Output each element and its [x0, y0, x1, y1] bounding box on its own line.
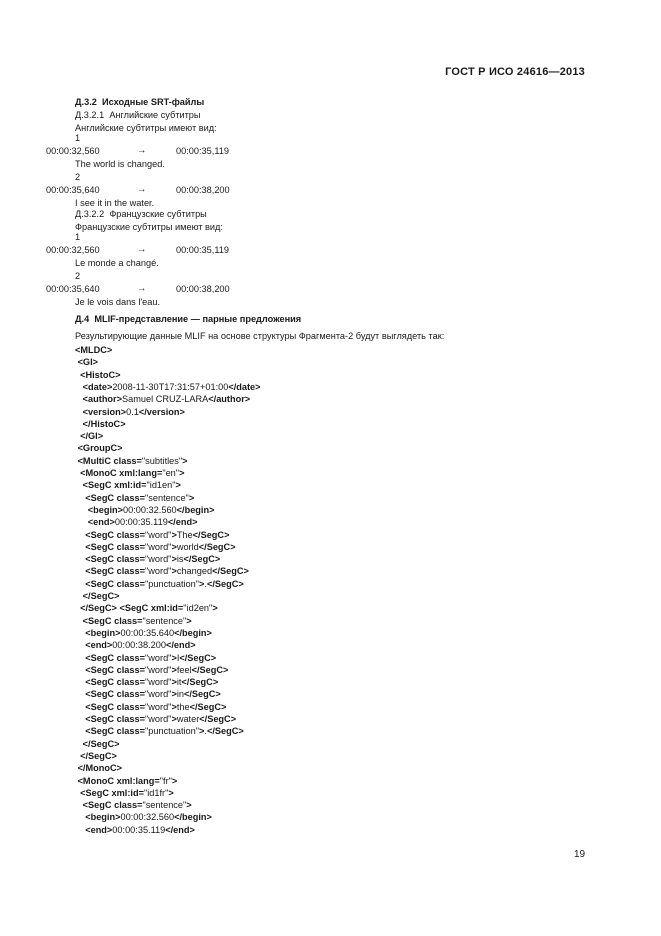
subtitle-number: 2: [75, 172, 81, 182]
subtitle-number: 1: [75, 133, 81, 143]
code-line: <SegC class="word">is</SegC>: [85, 554, 221, 565]
subtitle-end-time: 00:00:38,200: [176, 185, 230, 195]
arrow-icon: →: [137, 184, 147, 194]
code-line: <SegC class="word">world</SegC>: [85, 541, 236, 552]
code-line: <SegC class="word">water</SegC>: [85, 714, 237, 724]
arrow-icon: →: [137, 244, 147, 254]
code-line: <MultiC class="subtitles">: [77, 455, 188, 466]
code-line: <SegC class="word">changed</SegC>: [85, 566, 249, 577]
code-line: <SegC class="word">it</SegC>: [85, 677, 219, 688]
subtitle-number: 2: [75, 271, 81, 281]
subtitle-end-time: 00:00:38,200: [176, 284, 230, 294]
code-line: <MonoC xml:lang="en">: [80, 468, 185, 478]
code-line: <HistoC>: [80, 369, 121, 380]
code-line: </SegC>: [80, 750, 117, 761]
subtitle-text: Je le vois dans l'eau.: [75, 297, 161, 307]
section-d321-intro: Английские субтитры имеют вид:: [75, 123, 217, 133]
code-line: <GI>: [77, 357, 99, 368]
code-line: <SegC class="word">The</SegC>: [85, 529, 230, 540]
code-line: <SegC class="word">in</SegC>: [85, 689, 221, 700]
page-number: 19: [574, 849, 586, 860]
subtitle-end-time: 00:00:35,119: [176, 146, 229, 156]
code-line: <SegC class="sentence">: [85, 492, 195, 503]
standard-designation: ГОСТ Р ИСО 24616—2013: [445, 66, 585, 78]
code-line: <SegC class="punctuation">.</SegC>: [85, 578, 244, 589]
code-line: <end>00:00:35.119</end>: [87, 517, 198, 528]
code-line: </HistoC>: [82, 418, 126, 429]
section-d322-title: Д.3.2.2 Французские субтитры: [75, 209, 207, 219]
code-line: </MonoC>: [77, 763, 122, 774]
subtitle-start-time: 00:00:32,560: [46, 245, 100, 255]
subtitle-text: The world is changed.: [75, 159, 165, 169]
arrow-icon: →: [137, 283, 147, 293]
section-d4-title: Д.4 MLIF-представление — парные предложения: [75, 314, 302, 324]
section-d322-intro: Французские субтитры имеют вид:: [75, 222, 223, 232]
code-line: <begin>00:00:32.560</begin>: [87, 504, 215, 515]
code-line: </SegC>: [82, 738, 120, 749]
subtitle-start-time: 00:00:35,640: [46, 185, 100, 195]
code-line: <SegC xml:id="id1en">: [82, 480, 181, 491]
code-line: <SegC class="punctuation">.</SegC>: [85, 726, 244, 737]
code-line: <GroupC>: [77, 443, 123, 454]
code-line: <author>Samuel CRUZ-LARA</author>: [82, 394, 251, 405]
code-line: <SegC class="word">the</SegC>: [85, 701, 227, 712]
code-line: <SegC class="word">I</SegC>: [85, 652, 217, 663]
arrow-icon: →: [137, 145, 147, 155]
subtitle-number: 1: [75, 232, 81, 242]
code-line: </SegC> <SegC xml:id="id2en">: [80, 603, 218, 614]
code-line: <MonoC xml:lang="fr">: [77, 775, 178, 786]
code-line: <end>00:00:35.119</end>: [85, 824, 195, 835]
code-line: <date>2008-11-30T17:31:57+01:00</date>: [82, 381, 261, 392]
code-line: <begin>00:00:35.640</begin>: [85, 627, 212, 638]
code-line: <SegC class="sentence">: [82, 800, 192, 811]
section-d4-intro: Результирующие данные MLIF на основе структуры Фрагмента-2 будут выглядеть так:: [75, 331, 445, 341]
code-line: <SegC class="sentence">: [82, 615, 192, 626]
code-line: </SegC>: [82, 591, 120, 601]
subtitle-end-time: 00:00:35,119: [176, 245, 229, 255]
subtitle-start-time: 00:00:35,640: [46, 284, 100, 294]
code-line: <version>0.1</version>: [82, 406, 185, 417]
subtitle-text: Le monde a changé.: [75, 258, 159, 268]
subtitle-text: I see it in the water.: [75, 198, 155, 208]
code-line: </GI>: [80, 431, 104, 442]
code-line: <end>00:00:38.200</end>: [85, 640, 196, 651]
code-line: <SegC xml:id="id1fr">: [80, 787, 174, 798]
code-line: <begin>00:00:32.560</begin>: [85, 812, 212, 823]
code-line: <SegC class="word">feel</SegC>: [85, 664, 229, 675]
section-d32-title: Д.3.2 Исходные SRT-файлы: [75, 97, 205, 107]
section-d321-title: Д.3.2.1 Английские субтитры: [75, 110, 201, 120]
subtitle-start-time: 00:00:32,560: [46, 146, 100, 156]
code-line: <MLDC>: [75, 345, 113, 355]
